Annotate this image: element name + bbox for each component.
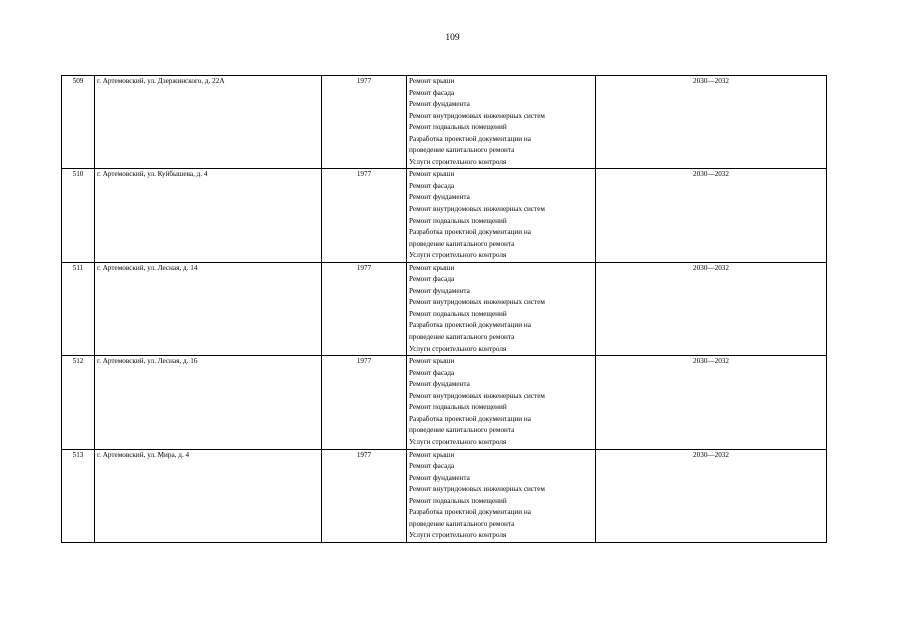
table-row (62, 169, 827, 262)
repair-work-item: Ремонт фундамента (409, 380, 470, 389)
row-number: 513 (62, 449, 95, 542)
building-address: г. Артемовский, ул. Куйбышева, д. 4 (95, 169, 322, 262)
repair-work-item: Разработка проектной документации на (409, 134, 531, 143)
repair-works-list (407, 356, 596, 449)
repair-work-item: Ремонт подвальных помещений (409, 496, 507, 505)
repair-work-item: Ремонт подвальных помещений (409, 123, 507, 132)
repair-period: 2030—2032 (596, 356, 827, 449)
page-number: 109 (445, 33, 460, 43)
row-number: 510 (62, 169, 95, 262)
repair-period: 2030—2032 (596, 262, 827, 355)
repair-work-item: Разработка проектной документации на (409, 321, 531, 330)
build-year: 1977 (322, 262, 407, 355)
table-row (62, 449, 827, 542)
row-number: 509 (62, 76, 95, 169)
repair-period: 2030—2032 (596, 169, 827, 262)
repair-work-item: проведение капитального ремонта (409, 239, 515, 248)
repair-work-item: Ремонт внутридомовых инженерных систем (409, 298, 545, 307)
repair-work-item: Ремонт фундамента (409, 473, 470, 482)
repair-work-item: проведение капитального ремонта (409, 426, 515, 435)
repair-work-item: Услуги строительного контроля (409, 251, 507, 260)
repair-work-item: Ремонт крыши (409, 263, 455, 272)
row-number: 512 (62, 356, 95, 449)
table-row (62, 262, 827, 355)
repair-work-item: Ремонт крыши (409, 170, 455, 179)
repair-work-item: проведение капитального ремонта (409, 519, 515, 528)
building-address: г. Артемовский, ул. Лесная, д. 16 (95, 356, 322, 449)
repair-work-item: Ремонт фасада (409, 368, 455, 377)
repair-work-item: Разработка проектной документации на (409, 508, 531, 517)
repair-work-item: Разработка проектной документации на (409, 228, 531, 237)
repair-work-item: Ремонт фундамента (409, 100, 470, 109)
repair-work-item: Услуги строительного контроля (409, 437, 507, 446)
repair-work-item: Ремонт внутридомовых инженерных систем (409, 485, 545, 494)
build-year: 1977 (322, 449, 407, 542)
building-address: г. Артемовский, ул. Мира, д. 4 (95, 449, 322, 542)
repair-work-item: проведение капитального ремонта (409, 146, 515, 155)
repair-work-item: Ремонт крыши (409, 77, 455, 85)
repair-works-list (407, 262, 596, 355)
repair-work-item: Ремонт фундамента (409, 193, 470, 202)
repair-work-item: Ремонт подвальных помещений (409, 216, 507, 225)
build-year: 1977 (322, 169, 407, 262)
repair-works-list (407, 76, 596, 169)
repair-work-item: Ремонт внутридомовых инженерных систем (409, 205, 545, 214)
repair-schedule-table (61, 75, 827, 543)
repair-work-item: Ремонт крыши (409, 450, 455, 459)
repair-work-item: Ремонт внутридомовых инженерных систем (409, 111, 545, 120)
repair-period: 2030—2032 (596, 449, 827, 542)
table-row (62, 356, 827, 449)
repair-works-list (407, 449, 596, 542)
repair-work-item: Ремонт фасада (409, 88, 455, 97)
repair-work-item: Ремонт крыши (409, 357, 455, 366)
row-number: 511 (62, 262, 95, 355)
repair-work-item: Услуги строительного контроля (409, 157, 507, 166)
repair-work-item: Разработка проектной документации на (409, 414, 531, 423)
repair-work-item: Ремонт подвальных помещений (409, 403, 507, 412)
repair-work-item: Ремонт подвальных помещений (409, 309, 507, 318)
building-address: г. Артемовский, ул. Дзержинского, д. 22А (95, 76, 322, 169)
repair-work-item: Ремонт фасада (409, 462, 455, 471)
build-year: 1977 (322, 356, 407, 449)
repair-work-item: проведение капитального ремонта (409, 333, 515, 342)
repair-works-list (407, 169, 596, 262)
repair-work-item: Ремонт фасада (409, 275, 455, 284)
build-year: 1977 (322, 76, 407, 169)
repair-period: 2030—2032 (596, 76, 827, 169)
repair-work-item: Ремонт фасада (409, 181, 455, 190)
repair-work-item: Услуги строительного контроля (409, 344, 507, 353)
repair-work-item: Услуги строительного контроля (409, 531, 507, 540)
repair-work-item: Ремонт фундамента (409, 286, 470, 295)
repair-work-item: Ремонт внутридомовых инженерных систем (409, 391, 545, 400)
building-address: г. Артемовский, ул. Лесная, д. 14 (95, 262, 322, 355)
table-row (62, 76, 827, 169)
